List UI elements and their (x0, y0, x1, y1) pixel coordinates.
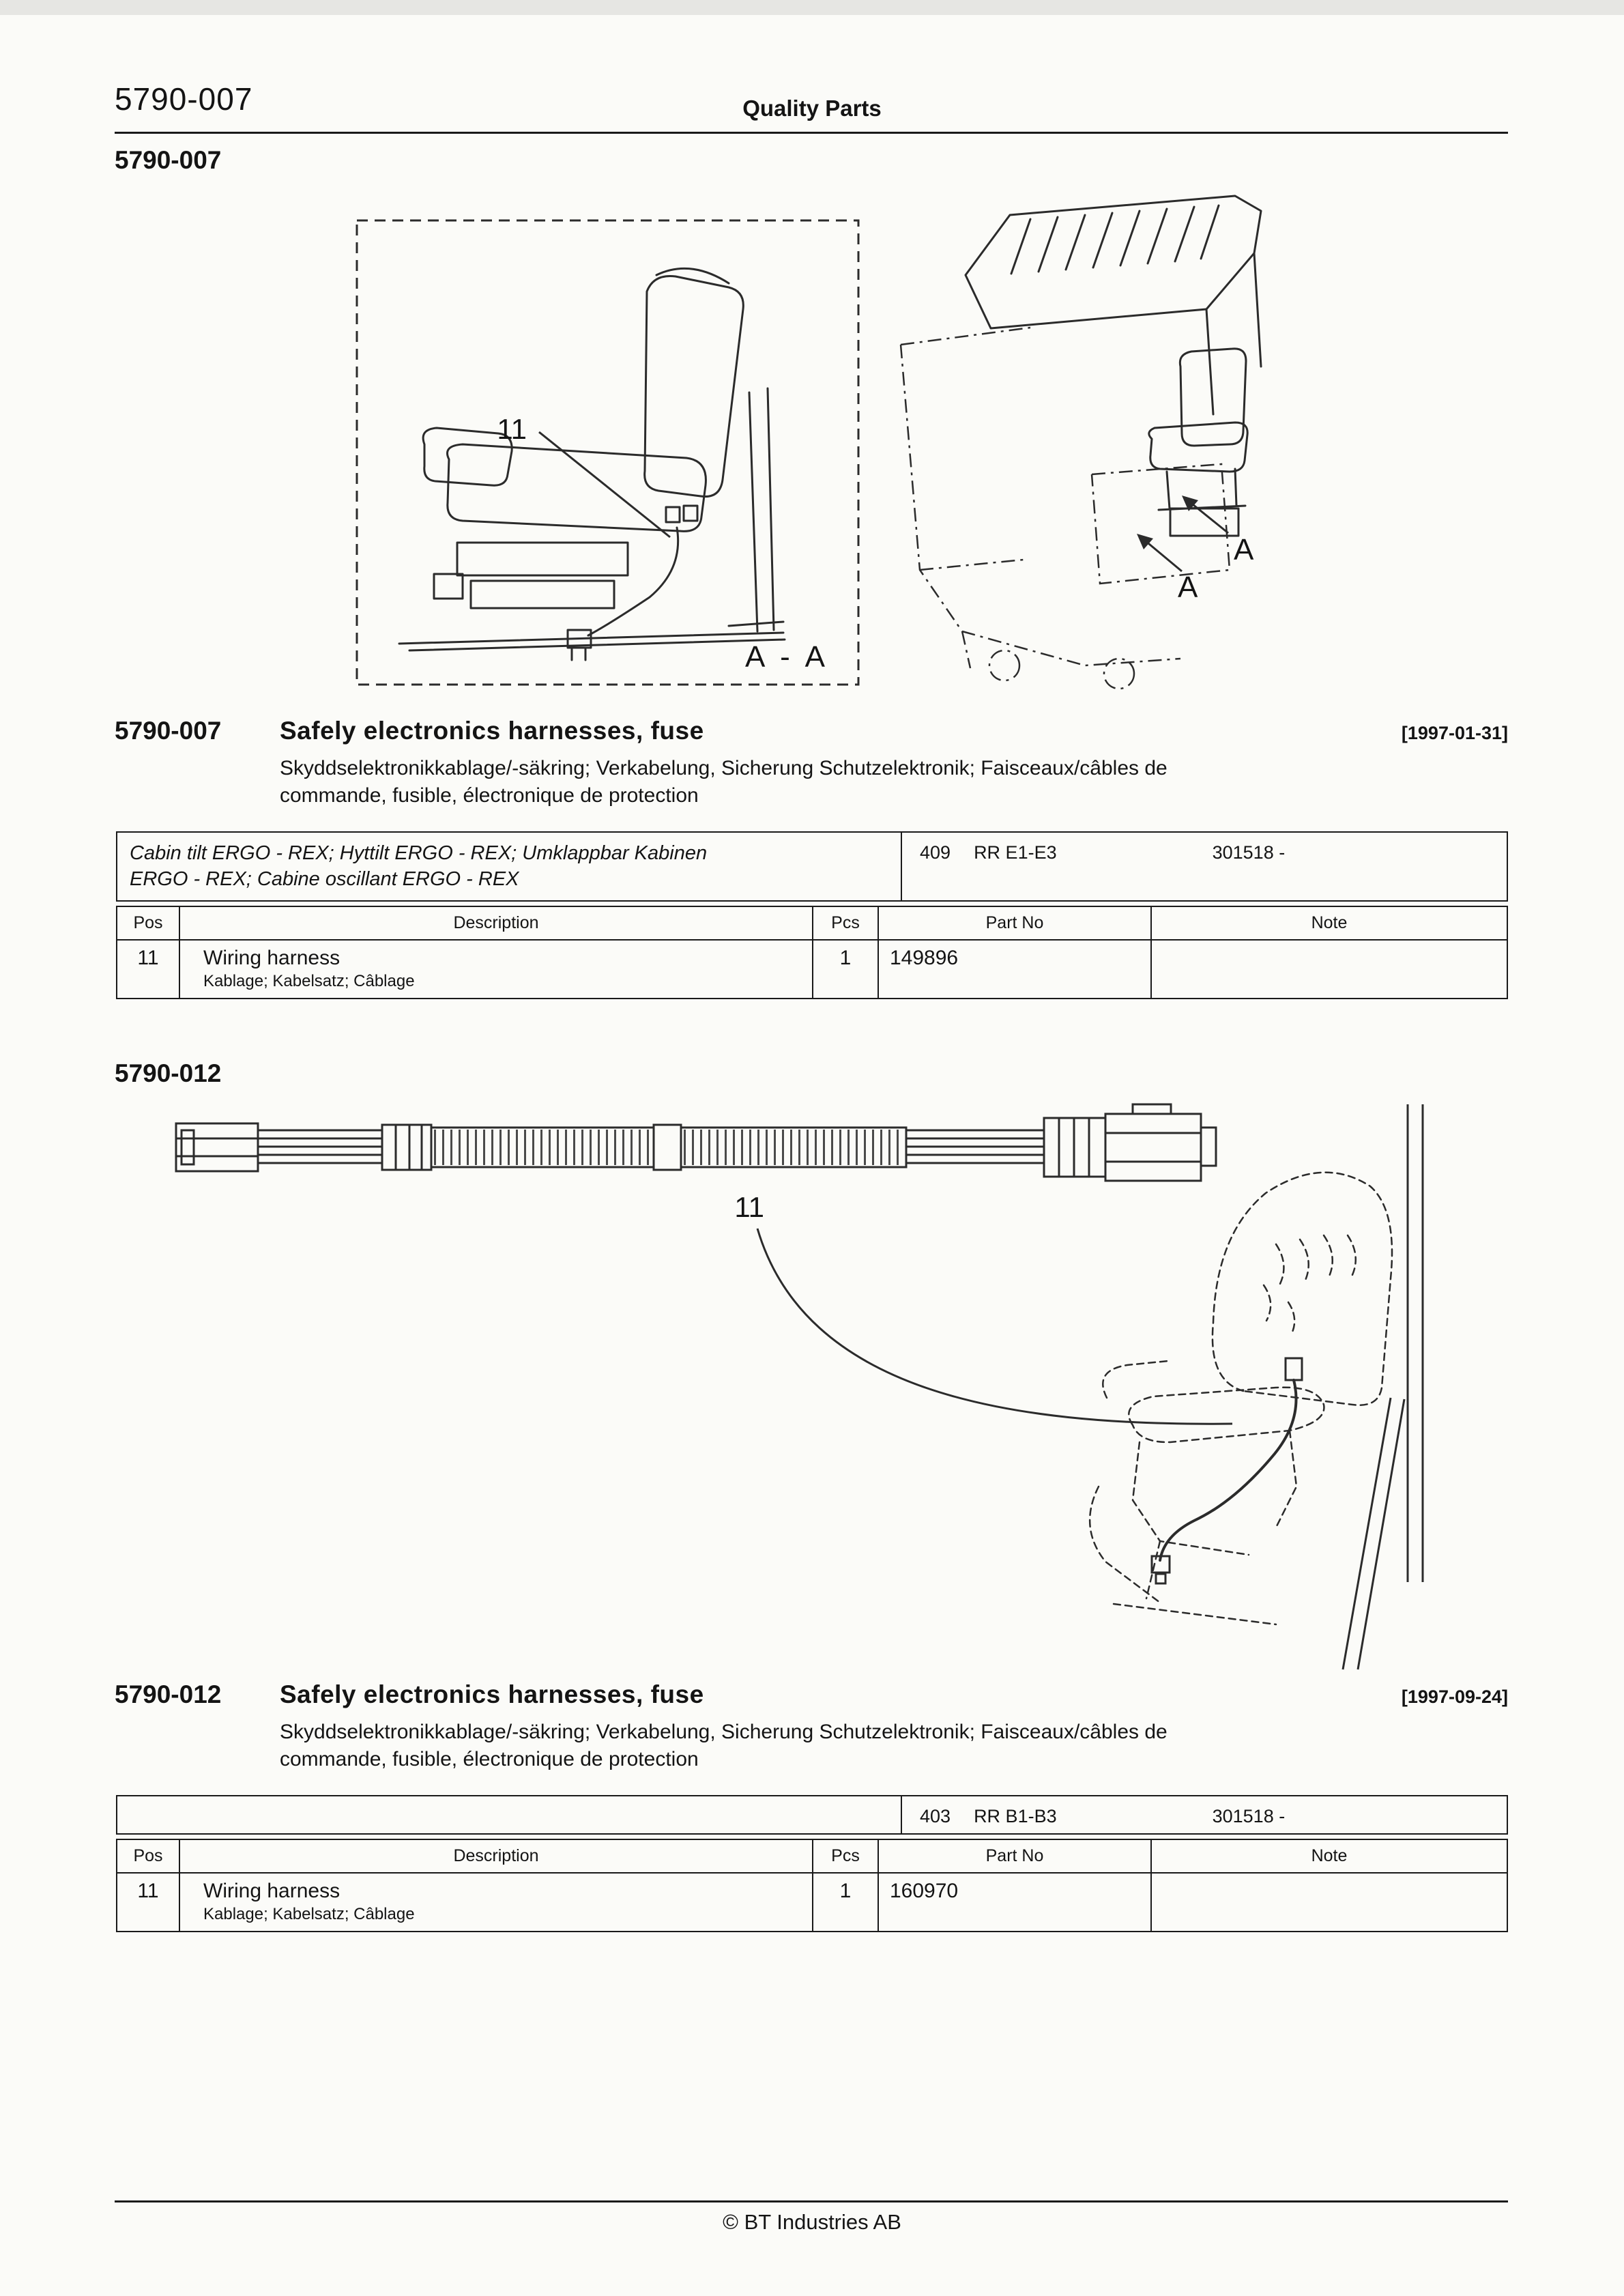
row-description-main: Wiring harness (203, 947, 340, 970)
figure1-svg (116, 188, 1508, 706)
table-row (116, 941, 1508, 999)
col-pos: Pos (117, 1840, 180, 1872)
table1-variant-text (117, 833, 902, 900)
table2-serial-range: 301518 - (1212, 1806, 1286, 1826)
table2-variant-band (116, 1795, 1508, 1835)
section2-date: [1997-09-24] (1401, 1687, 1508, 1707)
figure2-callout-label: 11 (734, 1191, 764, 1223)
table1-type-code: 409 (920, 842, 951, 863)
row-description (180, 1874, 813, 1931)
header-rule (115, 132, 1508, 134)
section2-subtitle-line1: Skyddselektronikkablage/-säkring; Verkabelung, Sicherung Schutzelektronik; Faisceaux/câbles de (280, 1721, 1168, 1743)
arrow-a2-label: A (1178, 571, 1198, 604)
table1-column-headers (116, 906, 1508, 941)
header-document-code: 5790-007 (115, 81, 253, 117)
figure2-svg (116, 1104, 1508, 1671)
table1-variant-band (116, 831, 1508, 902)
col-note: Note (1311, 1846, 1348, 1865)
row-pcs: 1 (813, 1874, 879, 1931)
table-row (116, 1874, 1508, 1932)
wiring-harness-drawing (176, 1104, 1216, 1181)
section-arrow-a2 (1137, 534, 1198, 604)
table2-type-code: 403 (920, 1806, 951, 1826)
col-description: Description (180, 907, 813, 939)
row-part-no: 160970 (879, 1874, 1152, 1931)
header-title: Quality Parts (742, 96, 882, 121)
figure-1 (116, 188, 1508, 706)
figure1-section-mark: A - A (745, 640, 829, 674)
row-description-main: Wiring harness (203, 1880, 340, 1902)
col-pcs: Pcs (813, 1840, 879, 1872)
table1-serial-range: 301518 - (1212, 842, 1286, 863)
cab-isometric-drawing (966, 196, 1261, 536)
row-note (1152, 941, 1507, 998)
section2-title: Safely electronics harnesses, fuse (280, 1680, 704, 1708)
section1-date: [1997-01-31] (1401, 723, 1508, 743)
figure-2 (116, 1104, 1508, 1671)
row-pcs: 1 (813, 941, 879, 998)
row-description-alt: Kablage; Kabelsatz; Câblage (203, 1905, 415, 1923)
footer-copyright: © BT Industries AB (723, 2210, 901, 2234)
seat-side-view-drawing (399, 268, 785, 660)
col-description: Description (180, 1840, 813, 1872)
table1-type-range: RR E1-E3 (974, 842, 1057, 863)
table2-variant-text (117, 1796, 902, 1833)
row-description-alt: Kablage; Kabelsatz; Câblage (203, 972, 415, 991)
arrow-a1-label: A (1234, 533, 1254, 566)
row-pos: 11 (117, 941, 180, 998)
table1-variant-line1: Cabin tilt ERGO - REX; Hyttilt ERGO - REX; Umklappbar Kabinen (130, 842, 708, 864)
col-pos: Pos (117, 907, 180, 939)
section2-page-code: 5790-012 (115, 1059, 222, 1087)
section1-code: 5790-007 (115, 717, 222, 745)
row-pos: 11 (117, 1874, 180, 1931)
table1-type-cell (902, 833, 1507, 900)
table2-type-range: RR B1-B3 (974, 1806, 1057, 1826)
parts-table-2 (116, 1795, 1508, 1932)
row-part-no: 149896 (879, 941, 1152, 998)
col-pcs: Pcs (813, 907, 879, 939)
section1-heading (115, 717, 1508, 745)
row-note (1152, 1874, 1507, 1931)
table2-type-cell (902, 1796, 1507, 1833)
table1-variant-line2: ERGO - REX; Cabine oscillant ERGO - REX (130, 867, 519, 890)
section1-page-code: 5790-007 (115, 146, 222, 174)
section2-heading (115, 1680, 1508, 1709)
mast-pole-drawing (1343, 1104, 1423, 1669)
section2-subtitle-line2: commande, fusible, électronique de protection (280, 1747, 699, 1770)
seat-isometric-dashed-drawing (1090, 1173, 1392, 1624)
footer-rule (115, 2200, 1508, 2202)
row-description (180, 941, 813, 998)
section1-subtitle (280, 755, 1440, 809)
scan-edge-artifact (0, 0, 1624, 15)
col-note: Note (1311, 913, 1348, 933)
section2-code: 5790-012 (115, 1680, 222, 1708)
parts-table-1 (116, 831, 1508, 999)
section1-subtitle-line2: commande, fusible, électronique de protection (280, 784, 699, 807)
figure1-callout-label: 11 (497, 413, 527, 445)
installed-cable-drawing (1152, 1358, 1302, 1583)
figure2-callout-group (734, 1191, 1232, 1424)
section1-subtitle-line1: Skyddselektronikkablage/-säkring; Verkabelung, Sicherung Schutzelektronik; Faisceaux/câbles de (280, 757, 1168, 779)
section1-title: Safely electronics harnesses, fuse (280, 717, 704, 745)
table2-column-headers (116, 1839, 1508, 1874)
col-part-no: Part No (879, 1840, 1152, 1872)
section2-subtitle (280, 1719, 1440, 1773)
col-part-no: Part No (879, 907, 1152, 939)
